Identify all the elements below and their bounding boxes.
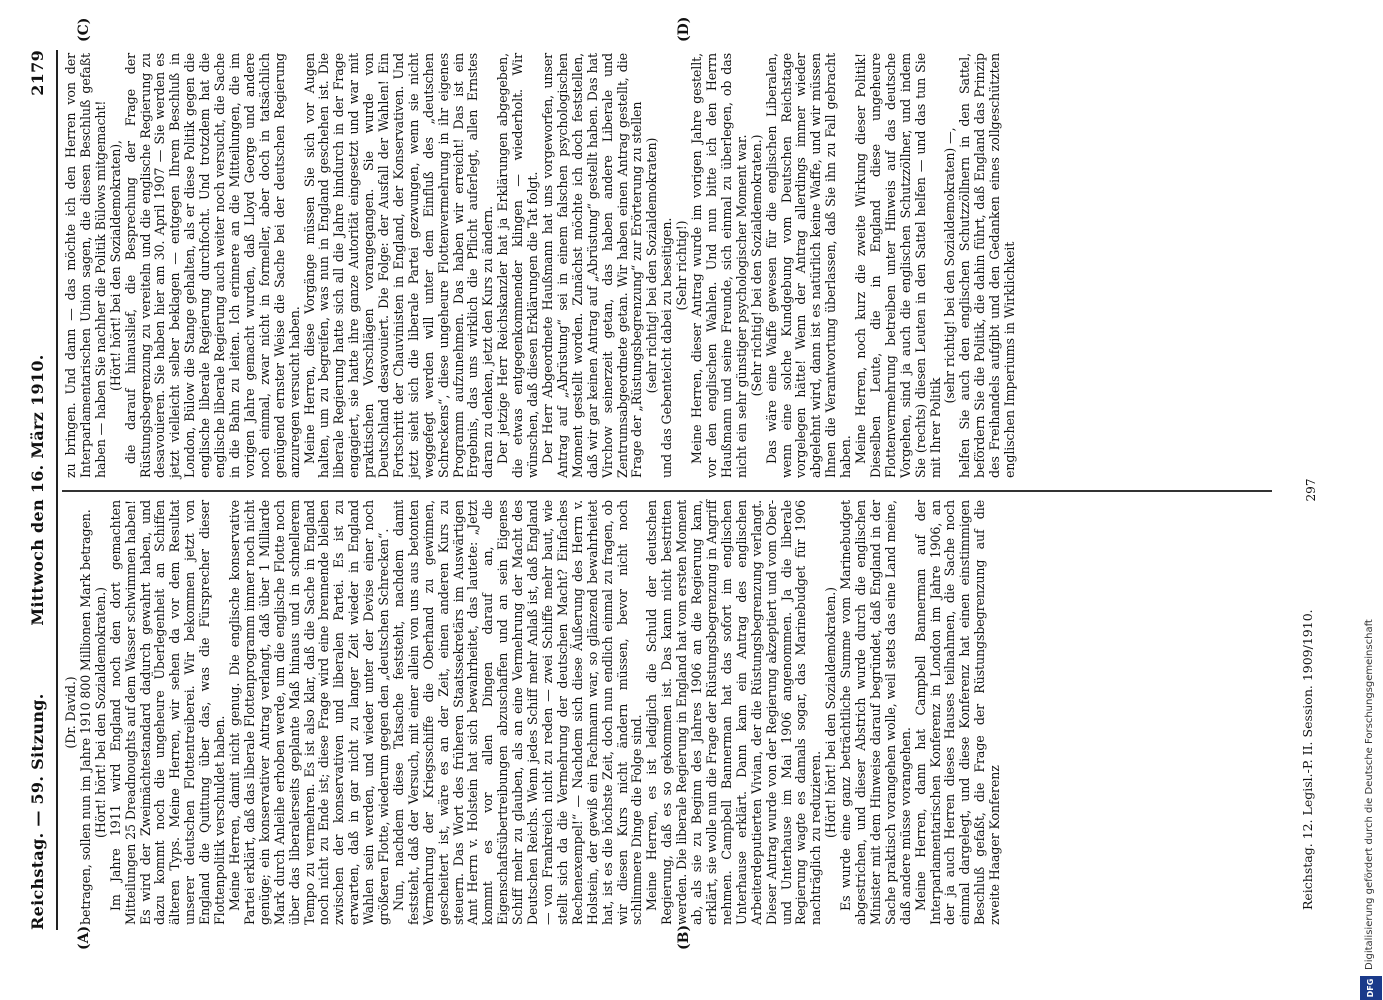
right-column-paragraph: Meine Herren, diese Vorgänge müssen Sie sich vor Augen halten, um zu begreifen, was nun in England geschehen ist. Die liberale Regierung hatte sich all die Jahre hindurch in der Frage engagiert, sie hatte ihre ganze Autorität eingesetzt und war mit praktischen Vorschlägen vorangegangen. Sie wurde von Deutschland desavouiert. Die Folge: der Ausfall der Wahlen! Ein Fortschritt der Chauvinisten in England, der Konservativen. Und jetzt sieht sich die liberale Partei gezwungen, wenn sie nicht weggefegt werden will unter dem Einfluß des „deutschen Schreckens“, diese ungeheure Flottenvermehrung in ihr eigenes Programm aufzunehmen. Das haben wir erreicht! Das ist ein Ergebnis, das uns wirklich die Pflicht auferlegt, allen Ernstes daran zu denken, jetzt den Kurs zu ändern. [301,53,496,478]
right-column-paragraph: (Sehr richtig! bei den Sozialdemokraten.) [748,134,764,397]
right-column-paragraph: die darauf hinauslief, die Besprechung der Frage der Rüstungsbegrenzung zu vereiteln und die englische Regierung zu desavouieren. Sie haben hier am 30. April 1907 — Sie werden es jetzt vielleicht selber beklagen — entgegen Ihrem Beschluß in London, Bülow die Stange gehalten, als er diese Politik gegen die englische liberale Regierung durchfocht. Und trotzdem hat die englische liberale Regierung auch weiter noch versucht, die Sache in die Bahn zu leiten. Ich erinnere an die Mitteilungen, die im vorigen Jahre gemacht wurden, daß Lloyd George und andere noch einmal, zwar nicht in formeller, aber doch in tatsächlich genügend ernster Weise die Sache bei der deutschen Regierung anzuregen versucht haben. [122,53,302,478]
header-session: Reichstag. — 59. Sitzung. [28,693,47,930]
right-column-paragraph: (Hört! hört! bei den Sozialdemokraten), [107,140,123,391]
digitization-credit [1360,0,1382,1000]
left-column-paragraph: (Hört! hört! bei den Sozialdemokraten.) [92,587,108,838]
right-column-paragraph: helfen Sie auch den englischen Schutzzöllnern in den Sattel, befördern Sie die Politik, die dahin führt, daß England das Prinzip des Freihandels aufgibt und den Gedanken eines zollgeschützten englischen Imperiums in Wirklichkeit [957,53,1018,478]
footer-imprint: Reichstag. 12. Legisl.-P. II. Session. 1909/1910. [1300,609,1315,910]
left-column-paragraph: Im Jahre 1911 wird England noch den dort gemachten Mitteilungen 25 Dreadnoughts auf dem Wasser schwimmen haben! Es wird der Zweimächtestandard dadurch gewahrt haben, und dazu kommt noch die ungeheure Überlegenheit an Schiffen älteren Typs. Meine Herren, wir sehen da vor dem Resultat unserer deutschen Flottentreiberei. Wir bekommen jetzt von England die Quittung über das, was die Fürsprecher dieser Flottenpolitik verschuldet haben. [107,500,228,925]
left-column-paragraph: Meine Herren, es ist lediglich die Schuld der deutschen Regierung, daß es so gekommen ist. Das kann nicht bestritten werden. Die liberale Regierung in England hat vom ersten Moment ab, als sie zu Beginn des Jahres 1906 an die Regierung kam, erklärt, sie wolle nun die Frage der Rüstungsbegrenzung in Angriff nehmen. Campbell Bannerman hat das sofort im englischen Unterhause erklärt. Dann kam ein Antrag des englischen Arbeiterdeputierten Vivian, der die Rüstungsbegrenzung verlangt. Dieser Antrag wurde von der Regierung akzeptiert und vom Ober- und Unterhause im Mai 1906 angenommen. Ja die liberale Regierung wagte es damals sogar, das Marinebudget für 1906 nachträglich zu reduzieren. [644,500,824,925]
page-header [28,50,52,930]
right-column-paragraph: (Sehr richtig!) [674,220,690,311]
left-column-paragraph: (Hört! hört! bei den Sozialdemokraten.) [823,587,839,838]
margin-marker-a: (A) [76,925,92,950]
right-column-paragraph: (sehr richtig! bei den Sozialdemokraten) —, [942,127,958,404]
header-date: Mittwoch den 16. März 1910. [28,354,47,626]
dfg-logo-icon: DFG [1360,976,1382,1000]
right-column-paragraph: (sehr richtig! bei den Sozialdemokraten) [644,137,660,394]
right-column-paragraph: Meine Herren, dieser Antrag wurde im vorigen Jahre gestellt, vor den englischen Wahlen. Und nun bitte ich den Herrn Haußmann und seine Freunde, sich einmal zu überlegen, ob das nicht ein sehr günstiger psychologischer Moment war. [689,53,749,478]
margin-marker-d: (D) [676,16,692,42]
page-footer [1300,50,1320,930]
right-column-paragraph: Der jetzige Herr Reichskanzler hat ja Erklärungen abgegeben, die etwas entgegenkommender klingen — wiederholt. Wir wünschen, daß diesen Erklärungen die Tat folgt. [495,53,541,478]
left-column-paragraph: Es wurde eine ganz beträchtliche Summe vom Marinebudget abgestrichen, und dieser Abstrich wurde durch die englischen Minister mit dem Hinweise darauf begründet, daß England in der Sache praktisch vorangehen wolle, weil stets das eine Land meine, daß andere müsse vorangehen. [838,500,913,925]
header-page-number: 2179 [28,50,47,96]
right-column-paragraph: Meine Herren, noch kurz die zweite Wirkung dieser Politik! Dieselben Leute, die in England diese ungeheure Flottenvermehrung betreiben unter Hinweis auf das deutsche Vorgehen, sind ja auch die englischen Schutzzöllner, und indem Sie (rechts) diesen Leuten in den Sattel helfen — und das tun Sie mit Ihrer Politik [853,53,943,478]
margin-marker-b: (B) [676,924,692,950]
left-text-column [64,500,1003,925]
column-divider [62,491,1272,493]
footer-sheet-number: 297 [1304,478,1318,502]
right-column-paragraph: Der Herr Abgeordnete Haußmann hat uns vorgeworfen, unser Antrag auf „Abrüstung“ sei in einem falschen psychologischen Moment gestellt worden. Zunächst möchte ich doch feststellen, daß wir gar keinen Antrag auf „Abrüstung“ gestellt haben. Das hat Virchow seinerzeit getan, das haben andere Liberale und Zentrumsabgeordnete getan. Wir haben einen Antrag gestellt, die Frage der „Rüstungsbegrenzung“ zur Erörterung zu stellen [540,53,645,478]
right-column-paragraph: Das wäre eine Waffe gewesen für die englischen Liberalen, wenn eine solche Kundgebung vom Deutschen Reichstage vorgelegen hätte! Wenn der Antrag allerdings immer wieder abgelehnt wird, dann ist es natürlich keine Waffe, und wir müssen Ihnen die Verantwortung überlassen, daß Sie ihn zu Fall gebracht haben. [763,53,854,478]
left-column-paragraph: betragen, sollen nun im Jahre 1910 800 Millionen Mark betragen. [77,509,93,925]
right-text-column [64,53,1018,478]
digitization-credit-text: Digitalisierung gefördert durch die Deutsche Forschungsgemeinschaft [1364,619,1375,970]
margin-marker-c: (C) [76,17,92,42]
right-column-paragraph: und das Gebenteicht dabei zu beseitigen. [659,217,675,478]
left-column-paragraph: Meine Herren, damit nicht genug. Die englische konservative Partei erklärt, daß das liberale Flottenprogramm immer noch nicht genüge; ein konservativer Antrag verlangt, daß über 1 Milliarde Mark durch Anleihe erhoben werde, um die englische Flotte noch über das liberalerseits geplante Maß hinaus und in schnellerem Tempo zu vermehren. Es ist also klar, daß die Sache in England noch nicht zu Ende ist; diese Frage wird eine brennende bleiben zwischen der konservativen und liberalen Partei. Es ist zu erwarten, daß in gar nicht zu langer Zeit wieder in England Wahlen sein werden, und wieder unter der Devise einer noch größeren Flotte, wiederum gegen den „deutschen Schrecken“. [226,500,392,925]
left-column-paragraph: Meine Herren, dann hat Campbell Bannerman auf der Interparlamentarischen Konferenz in London im Jahre 1906, an der ja auch Herren dieses Hauses teilnahmen, die Sache noch einmal dargelegt, und diese Konferenz hat einen einstimmigen Beschluß gefaßt, die Frage der Rüstungsbegrenzung auf die zweite Haager Konferenz [912,500,1003,925]
left-column-paragraph: Nun, nachdem diese Tatsache feststeht, nachdem damit feststeht, daß der Versuch, mit einer allein von uns aus betonten Vermehrung der Kriegsschiffe die Oberhand zu gewinnen, gescheitert ist, wäre es an der Zeit, einen anderen Kurs zu steuern. Das Wort des früheren Staatssekretärs im Auswärtigen Amt Herrn v. Holstein hat sich bewahrheitet, das lautete: „Jetzt kommt es vor allen Dingen darauf an, die Eigenschaftsübertreibungen abzuschaffen und an sein Eigenes Schiff mehr zu glauben, als an eine Vermehrung der Macht des Deutschen Reichs. Wenn jedes Schiff mehr Anlaß ist, daß England — von Frankreich nicht zu reden — zwei Schiffe mehr baut, wie stellt sich da die Vermehrung der deutschen Macht? Einfaches Rechenexempel!“ — Nachdem sich diese Äußerung des Herrn v. Holstein, der gewiß ein Fachmann war, so glänzend bewahrheitet hat, ist es die höchste Zeit, doch nun endlich einmal zu fragen, ob wir diesen Kurs nicht ändern müssen, bevor nicht noch schlimmere Dinge die Folge sind. [390,500,645,925]
right-column-paragraph: zu bringen. Und dann — das möchte ich den Herren von der Interparlamentarischen Union sagen, die diesen Beschluß gefaßt haben — haben Sie nachher die Politik Bülows mitgemacht! [63,53,108,478]
header-rule [56,50,58,930]
left-column-paragraph: (Dr. David.) [63,676,78,749]
